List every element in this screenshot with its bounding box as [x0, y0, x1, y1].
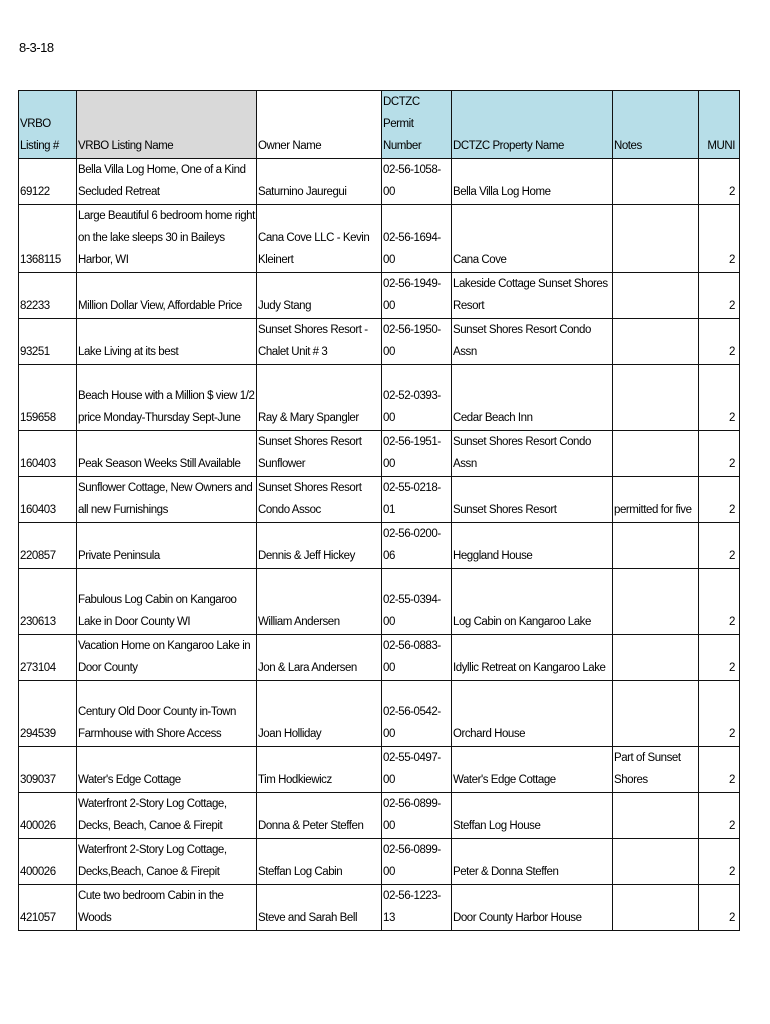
table-row [19, 635, 740, 681]
cell-listing: 93251 [19, 319, 77, 365]
cell-notes [613, 205, 699, 273]
cell-listing: 400026 [19, 793, 77, 839]
cell-listing: 1368115 [19, 205, 77, 273]
cell-muni: 2 [699, 319, 740, 365]
cell-name: Million Dollar View, Affordable Price [77, 273, 257, 319]
cell-muni: 2 [699, 159, 740, 205]
cell-notes [613, 523, 699, 569]
cell-name: Lake Living at its best [77, 319, 257, 365]
cell-property: Sunset Shores Resort Condo Assn [452, 319, 613, 365]
cell-owner: Sunset Shores Resort Condo Assoc [257, 477, 382, 523]
cell-property: Log Cabin on Kangaroo Lake [452, 569, 613, 635]
cell-name: Private Peninsula [77, 523, 257, 569]
cell-permit: 02-56-0883-00 [382, 635, 452, 681]
cell-notes: permitted for five [613, 477, 699, 523]
cell-property: Cana Cove [452, 205, 613, 273]
cell-muni: 2 [699, 477, 740, 523]
table-row [19, 431, 740, 477]
cell-property: Lakeside Cottage Sunset Shores Resort [452, 273, 613, 319]
cell-property: Sunset Shores Resort Condo Assn [452, 431, 613, 477]
cell-owner: Sunset Shores Resort Sunflower [257, 431, 382, 477]
cell-listing: 160403 [19, 477, 77, 523]
cell-name: Waterfront 2-Story Log Cottage, Decks, Beach, Canoe & Firepit [77, 793, 257, 839]
header-muni: MUNI [699, 91, 740, 159]
cell-owner: Dennis & Jeff Hickey [257, 523, 382, 569]
header-name: VRBO Listing Name [77, 91, 257, 159]
cell-name: Sunflower Cottage, New Owners and all new Furnishings [77, 477, 257, 523]
cell-permit: 02-56-1949-00 [382, 273, 452, 319]
cell-owner: Steffan Log Cabin [257, 839, 382, 885]
cell-listing: 294539 [19, 681, 77, 747]
cell-owner: William Andersen [257, 569, 382, 635]
cell-name: Water's Edge Cottage [77, 747, 257, 793]
cell-notes [613, 365, 699, 431]
cell-muni: 2 [699, 793, 740, 839]
table-row [19, 793, 740, 839]
cell-muni: 2 [699, 569, 740, 635]
cell-property: Door County Harbor House [452, 885, 613, 931]
cell-owner: Sunset Shores Resort - Chalet Unit # 3 [257, 319, 382, 365]
cell-name: Vacation Home on Kangaroo Lake in Door County [77, 635, 257, 681]
cell-listing: 159658 [19, 365, 77, 431]
cell-permit: 02-56-1950-00 [382, 319, 452, 365]
cell-permit: 02-56-0200-06 [382, 523, 452, 569]
table-row [19, 839, 740, 885]
cell-notes [613, 569, 699, 635]
cell-owner: Ray & Mary Spangler [257, 365, 382, 431]
table-row [19, 885, 740, 931]
cell-owner: Donna & Peter Steffen [257, 793, 382, 839]
cell-owner: Cana Cove LLC - Kevin Kleinert [257, 205, 382, 273]
cell-permit: 02-56-1058-00 [382, 159, 452, 205]
cell-listing: 69122 [19, 159, 77, 205]
table-row [19, 523, 740, 569]
cell-property: Orchard House [452, 681, 613, 747]
table-row [19, 159, 740, 205]
header-row [19, 91, 740, 159]
cell-listing: 309037 [19, 747, 77, 793]
cell-muni: 2 [699, 635, 740, 681]
cell-muni: 2 [699, 681, 740, 747]
cell-property: Idyllic Retreat on Kangaroo Lake [452, 635, 613, 681]
cell-notes [613, 681, 699, 747]
header-listing: VRBO Listing # [19, 91, 77, 159]
cell-listing: 273104 [19, 635, 77, 681]
cell-notes [613, 159, 699, 205]
header-owner: Owner Name [257, 91, 382, 159]
cell-muni: 2 [699, 523, 740, 569]
cell-owner: Jon & Lara Andersen [257, 635, 382, 681]
cell-muni: 2 [699, 431, 740, 477]
cell-notes [613, 839, 699, 885]
cell-property: Steffan Log House [452, 793, 613, 839]
cell-notes [613, 273, 699, 319]
cell-listing: 160403 [19, 431, 77, 477]
cell-owner: Judy Stang [257, 273, 382, 319]
cell-owner: Tim Hodkiewicz [257, 747, 382, 793]
cell-name: Cute two bedroom Cabin in the Woods [77, 885, 257, 931]
report-date: 8-3-18 [19, 40, 54, 55]
table-row [19, 681, 740, 747]
cell-permit: 02-56-1951-00 [382, 431, 452, 477]
table-row [19, 365, 740, 431]
cell-name: Beach House with a Million $ view 1/2 price Monday-Thursday Sept-June [77, 365, 257, 431]
cell-permit: 02-56-1694-00 [382, 205, 452, 273]
cell-owner: Joan Holliday [257, 681, 382, 747]
listings-table [18, 90, 740, 931]
header-notes: Notes [613, 91, 699, 159]
cell-listing: 220857 [19, 523, 77, 569]
table-row [19, 273, 740, 319]
cell-muni: 2 [699, 273, 740, 319]
cell-notes [613, 635, 699, 681]
cell-permit: 02-56-0542-00 [382, 681, 452, 747]
cell-notes [613, 793, 699, 839]
cell-owner: Saturnino Jauregui [257, 159, 382, 205]
table-row [19, 747, 740, 793]
cell-muni: 2 [699, 365, 740, 431]
cell-muni: 2 [699, 839, 740, 885]
cell-name: Peak Season Weeks Still Available [77, 431, 257, 477]
cell-permit: 02-56-0899-00 [382, 839, 452, 885]
header-property: DCTZC Property Name [452, 91, 613, 159]
cell-name: Fabulous Log Cabin on Kangaroo Lake in Door County WI [77, 569, 257, 635]
cell-permit: 02-56-1223-13 [382, 885, 452, 931]
cell-listing: 230613 [19, 569, 77, 635]
table-row [19, 205, 740, 273]
cell-permit: 02-55-0218-01 [382, 477, 452, 523]
cell-name: Bella Villa Log Home, One of a Kind Secluded Retreat [77, 159, 257, 205]
header-permit: DCTZC Permit Number [382, 91, 452, 159]
cell-property: Water's Edge Cottage [452, 747, 613, 793]
cell-listing: 82233 [19, 273, 77, 319]
cell-notes [613, 319, 699, 365]
cell-muni: 2 [699, 747, 740, 793]
table-row [19, 319, 740, 365]
cell-property: Peter & Donna Steffen [452, 839, 613, 885]
cell-permit: 02-56-0899-00 [382, 793, 452, 839]
cell-muni: 2 [699, 885, 740, 931]
cell-listing: 400026 [19, 839, 77, 885]
cell-permit: 02-55-0497-00 [382, 747, 452, 793]
cell-property: Bella Villa Log Home [452, 159, 613, 205]
cell-notes [613, 431, 699, 477]
cell-name: Large Beautiful 6 bedroom home right on the lake sleeps 30 in Baileys Harbor, WI [77, 205, 257, 273]
cell-name: Waterfront 2-Story Log Cottage, Decks,Beach, Canoe & Firepit [77, 839, 257, 885]
table-row [19, 569, 740, 635]
table-row [19, 477, 740, 523]
cell-permit: 02-55-0394-00 [382, 569, 452, 635]
cell-permit: 02-52-0393-00 [382, 365, 452, 431]
cell-property: Heggland House [452, 523, 613, 569]
cell-muni: 2 [699, 205, 740, 273]
cell-notes: Part of Sunset Shores [613, 747, 699, 793]
cell-notes [613, 885, 699, 931]
cell-owner: Steve and Sarah Bell [257, 885, 382, 931]
cell-property: Sunset Shores Resort [452, 477, 613, 523]
cell-property: Cedar Beach Inn [452, 365, 613, 431]
cell-listing: 421057 [19, 885, 77, 931]
cell-name: Century Old Door County in-Town Farmhouse with Shore Access [77, 681, 257, 747]
